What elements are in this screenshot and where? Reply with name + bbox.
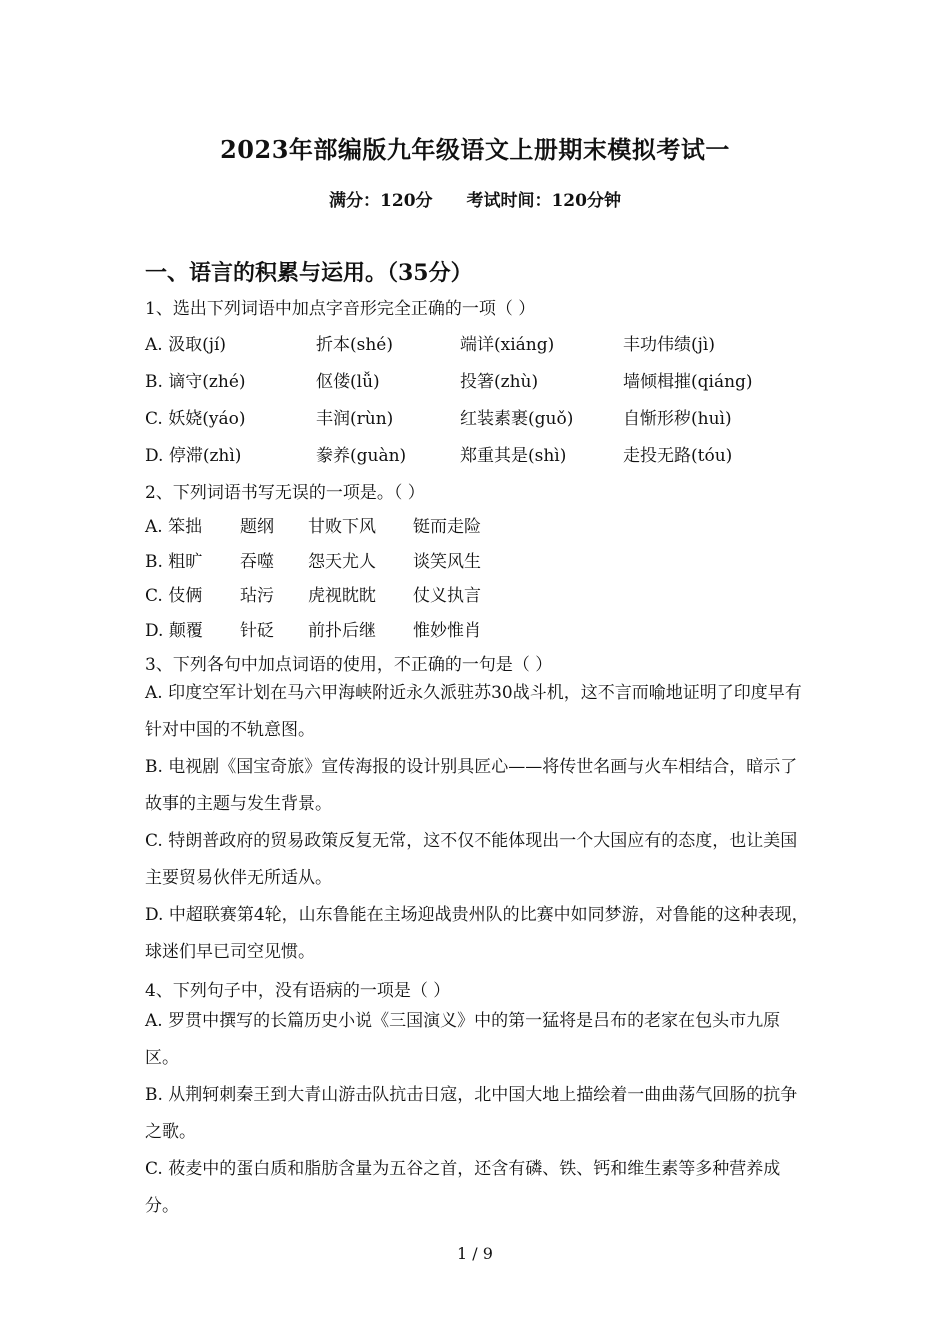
- page-number: 1 / 9: [457, 1244, 493, 1263]
- q1-option-c-2: 丰润(rùn): [316, 409, 394, 429]
- q4-option-c: C. 莜麦中的蛋白质和脂肪含量为五谷之首，还含有磷、铁、钙和维生素等多种营养成分。: [145, 1159, 781, 1216]
- q2-option-c-2: 玷污: [240, 586, 274, 606]
- q2-option-d-1: D. 颠覆: [145, 621, 203, 641]
- q2-option-a-1: A. 笨拙: [145, 517, 203, 537]
- q3-option-b: B. 电视剧《国宝奇旅》宣传海报的设计别具匠心——将传世名画与火车相结合，暗示了故事的主题与发生背景。: [145, 757, 798, 814]
- q2-option-d-2: 针砭: [240, 621, 274, 641]
- q2-option-b-1: B. 粗旷: [145, 552, 203, 572]
- section-heading: 一、语言的积累与运用。（35分）: [145, 260, 473, 286]
- q2-option-b-4: 谈笑风生: [413, 552, 481, 572]
- q2-option-d-3: 前扑后继: [308, 621, 376, 641]
- q2-stem: 2、下列词语书写无误的一项是。（ ）: [145, 483, 425, 503]
- q1-option-c-4: 自惭形秽(huì): [623, 409, 732, 429]
- q2-option-a-3: 甘败下风: [308, 517, 376, 537]
- q1-option-a-1: A. 汲取(jí): [145, 335, 227, 355]
- q2-option-a-4: 铤而走险: [413, 517, 481, 537]
- q1-option-c-3: 红装素裹(guǒ): [460, 409, 574, 429]
- q2-option-c-4: 仗义执言: [413, 586, 481, 606]
- q3-option-d: D. 中超联赛第4轮，山东鲁能在主场迎战贵州队的比赛中如同梦游，对鲁能的这种表现，球迷们早已司空见惯。: [145, 905, 809, 962]
- q1-option-b-2: 伛偻(lǚ): [316, 372, 380, 392]
- q1-stem: 1、选出下列词语中加点字音形完全正确的一项（ ）: [145, 299, 536, 319]
- q1-option-d-3: 郑重其是(shì): [460, 446, 567, 466]
- q1-option-b-1: B. 谪守(zhé): [145, 372, 246, 392]
- q1-option-c-1: C. 妖娆(yáo): [145, 409, 246, 429]
- full-score: 满分：120分: [329, 191, 433, 211]
- q1-option-d-1: D. 停滞(zhì): [145, 446, 242, 466]
- q4-option-b: B. 从荆轲刺秦王到大青山游击队抗击日寇，北中国大地上描绘着一曲曲荡气回肠的抗争之歌。: [145, 1085, 798, 1142]
- page-title: 2023年部编版九年级语文上册期末模拟考试一: [220, 135, 730, 164]
- q2-option-b-2: 吞噬: [240, 552, 274, 572]
- q1-option-a-4: 丰功伟绩(jì): [623, 335, 715, 355]
- q4-stem: 4、下列句子中，没有语病的一项是（ ）: [145, 981, 451, 1001]
- q3-option-c: C. 特朗普政府的贸易政策反复无常，这不仅不能体现出一个大国应有的态度，也让美国主要贸易伙伴无所适从。: [145, 831, 798, 888]
- q1-option-b-3: 投箸(zhù): [460, 372, 539, 392]
- q1-option-a-3: 端详(xiáng): [460, 335, 555, 355]
- exam-time: 考试时间：120分钟: [466, 191, 621, 211]
- q1-option-d-4: 走投无路(tóu): [623, 446, 733, 466]
- q2-option-d-4: 惟妙惟肖: [413, 621, 481, 641]
- q3-stem: 3、下列各句中加点词语的使用，不正确的一句是（ ）: [145, 655, 553, 675]
- q2-option-a-2: 题纲: [240, 517, 274, 537]
- q3-option-a: A. 印度空军计划在马六甲海峡附近永久派驻苏30战斗机，这不言而喻地证明了印度早有针对中国的不轨意图。: [145, 683, 802, 740]
- q2-option-b-3: 怨天尤人: [308, 552, 376, 572]
- q2-option-c-1: C. 伎俩: [145, 586, 203, 606]
- q4-option-a: A. 罗贯中撰写的长篇历史小说《三国演义》中的第一猛将是吕布的老家在包头市九原区。: [145, 1011, 781, 1068]
- exam-info: [0, 186, 950, 211]
- q1-option-a-2: 折本(shé): [316, 335, 393, 355]
- q1-option-d-2: 豢养(guàn): [316, 446, 407, 466]
- q1-option-b-4: 墙倾楫摧(qiáng): [623, 372, 753, 392]
- q2-option-c-3: 虎视眈眈: [308, 586, 376, 606]
